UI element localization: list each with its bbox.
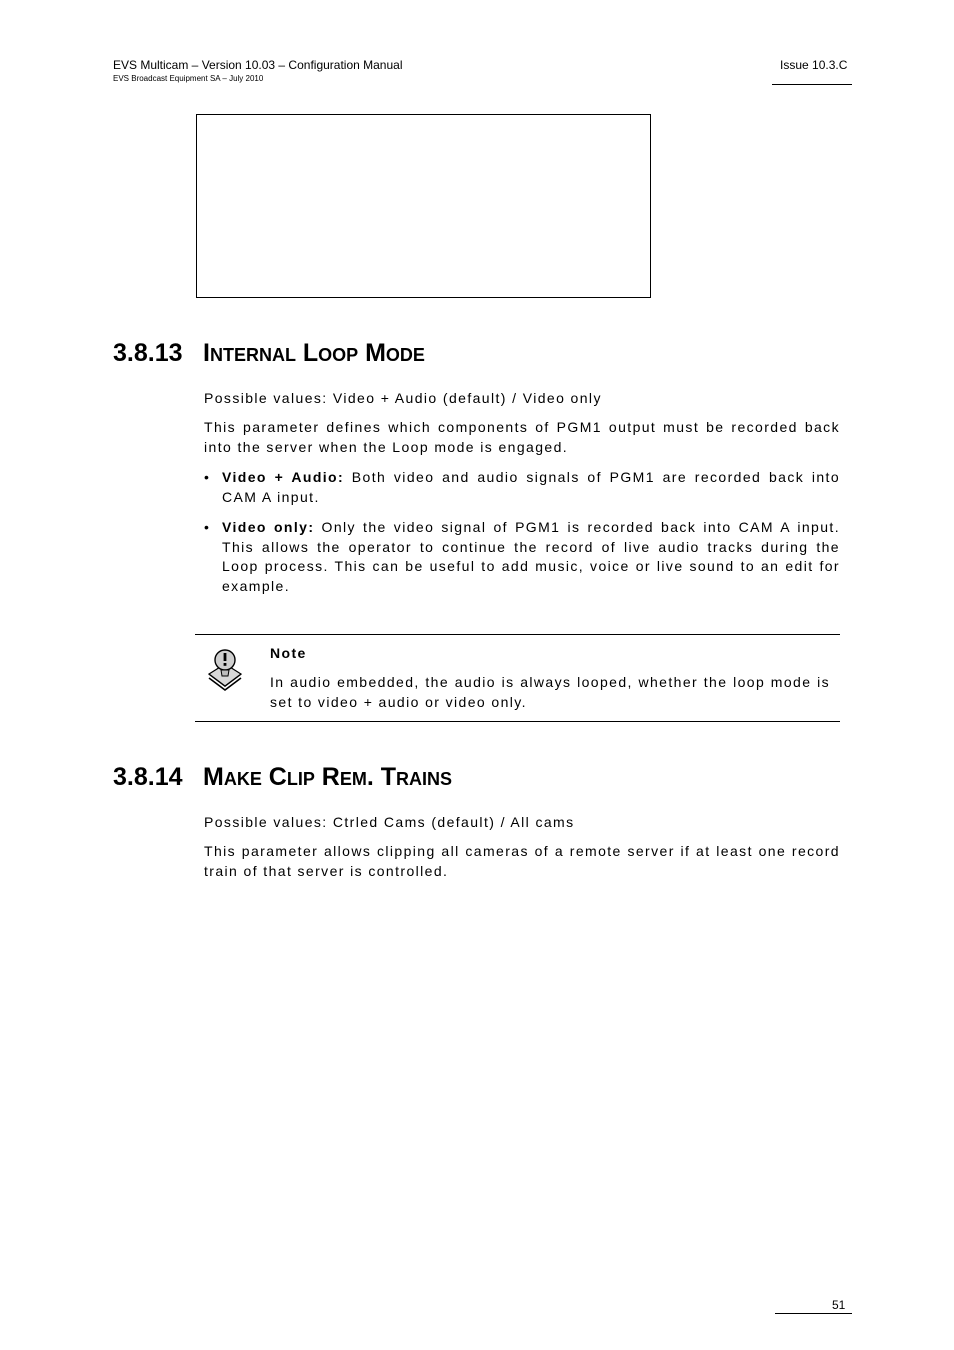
note-bottom-rule — [195, 721, 840, 722]
section-number: 3.8.13 — [113, 339, 183, 367]
document-publisher: EVS Broadcast Equipment SA – July 2010 — [113, 74, 264, 83]
figure-frame — [196, 114, 651, 298]
possible-values: Possible values: Ctrled Cams (default) / All cams — [204, 814, 575, 830]
section-description: This parameter allows clipping all cameras of a remote server if at least one record train of that server is controlled. — [204, 843, 840, 879]
possible-values: Possible values: Video + Audio (default) / Video only — [204, 390, 602, 406]
section-description: This parameter defines which components of PGM1 output must be recorded back into the server when the Loop mode is engaged. — [204, 419, 840, 455]
header-rule — [772, 84, 852, 85]
bullet-item — [204, 468, 840, 507]
note-title: Note — [270, 645, 307, 661]
note-text: In audio embedded, the audio is always looped, whether the loop mode is set to video + audio or video only. — [270, 674, 830, 710]
bullet-icon: • — [204, 519, 211, 535]
section-title: Make Clip Rem. Trains — [203, 763, 452, 791]
note-top-rule — [195, 634, 840, 635]
bullet-icon: • — [204, 469, 211, 485]
document-title: EVS Multicam – Version 10.03 – Configuration Manual — [113, 58, 403, 72]
section-heading-internal-loop-mode — [113, 339, 425, 368]
page-number: 51 — [832, 1298, 846, 1312]
section-number: 3.8.14 — [113, 763, 183, 791]
issue-label: Issue 10.3.C — [780, 58, 848, 72]
bullet-item — [204, 518, 840, 596]
section-heading-make-clip-rem-trains — [113, 763, 452, 792]
section-title: Internal Loop Mode — [203, 339, 425, 367]
bullet-text — [222, 518, 840, 596]
footer-rule — [775, 1313, 852, 1314]
bullet-body: Only the video signal of PGM1 is recorded back into CAM A input. This allows the operator to continue the record of live audio tracks during the Loop process. This can be useful to add music, voice or live sound to an edit for example. — [222, 519, 840, 594]
bullet-label: Video + Audio: — [222, 469, 345, 485]
note-icon — [205, 646, 245, 692]
bullet-body: Both video and audio signals of PGM1 are recorded back into CAM A input. — [222, 469, 841, 505]
bullet-text — [222, 468, 840, 507]
bullet-label: Video only: — [222, 519, 315, 535]
